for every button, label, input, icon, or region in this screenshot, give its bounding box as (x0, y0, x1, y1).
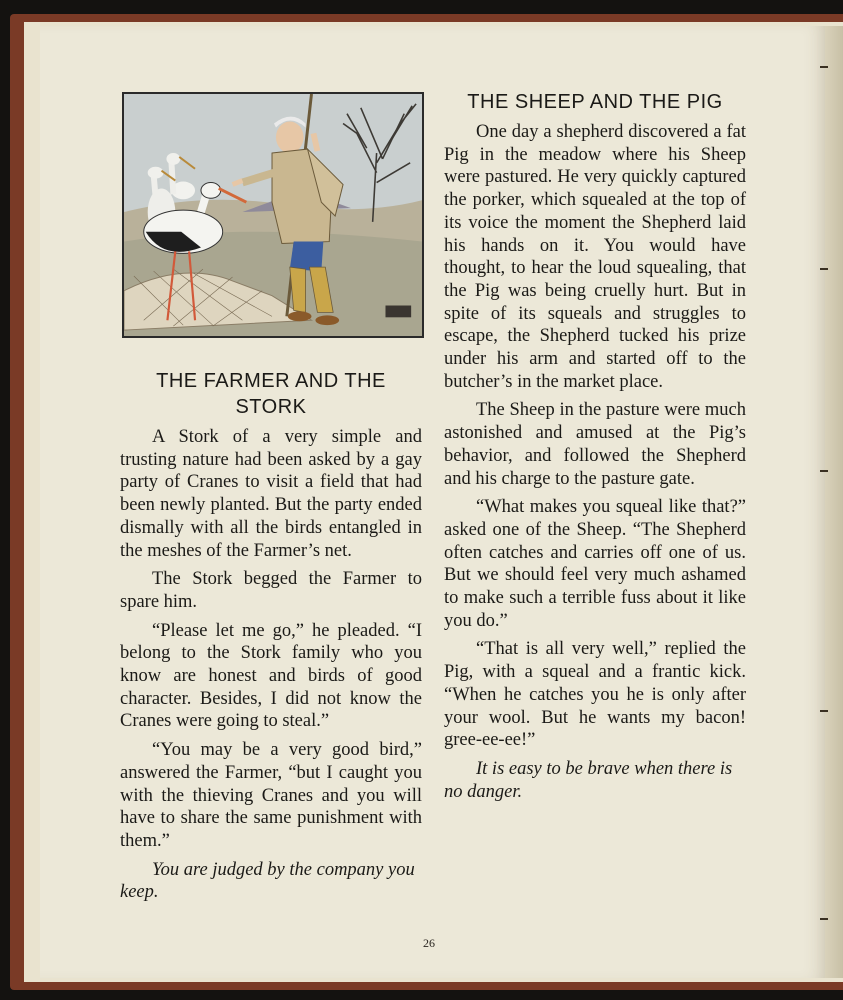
fable-moral: It is easy to be brave when there is no danger. (444, 758, 733, 802)
paragraph: “What makes you squeal like that?” asked one of the Sheep. “The Shepherd often catches and carries off one of us. But we should feel very much ashamed to make such a terrible fuss about it like you do.” (444, 497, 746, 631)
paragraph: “Please let me go,” he pleaded. “I belong to the Stork family who you know are honest and birds of good character. Besides, I did not know the Cranes were going to steal.” (120, 620, 422, 732)
fable-illustration (122, 92, 424, 338)
fable-moral: You are judged by the company you keep. (120, 859, 415, 903)
page-tick (820, 710, 828, 712)
page-number: 26 (423, 936, 435, 950)
page-tick (820, 268, 828, 270)
paragraph: The Stork begged the Farmer to spare him. (120, 569, 422, 612)
page-tick (820, 470, 828, 472)
right-column (444, 89, 746, 803)
page-stack-edge (825, 26, 843, 978)
paragraph: One day a shepherd discovered a fat Pig in the meadow where his Sheep were pastured. He very quickly captured the porker, which squealed at the top of its voice the moment the Shepherd laid his hands on it. You would have thought, to hear the loud squealing, that the Pig was being cruelly hurt. But in spite of its squeals and struggles to escape, the Shepherd tucked his prize under his arm and started off to the butcher’s in the market place. (444, 122, 746, 392)
page-tick (820, 918, 828, 920)
paragraph: “You may be a very good bird,” answered the Farmer, “but I caught you with the thieving Cranes and you will have to share the same punishment with them.” (120, 740, 422, 851)
page-tick (820, 66, 828, 68)
paragraph: The Sheep in the pasture were much astonished and amused at the Pig’s behavior, and followed the Shepherd and his charge to the pasture gate. (444, 400, 746, 489)
fable-title: THE SHEEP AND THE PIG (467, 91, 723, 113)
left-column (120, 368, 422, 904)
farmer-stork-picture (124, 94, 422, 336)
paragraph: “That is all very well,” replied the Pig, with a squeal and a frantic kick. “When he catches you he is only after your wool. But he wants my bacon! gree-ee-ee!” (444, 639, 746, 751)
fable-title: THE FARMER AND THE STORK (156, 370, 386, 418)
paragraph: A Stork of a very simple and trusting nature had been asked by a gay party of Cranes to visit a field that had been newly planted. But the party ended dismally with all the birds entangled in the meshes of the Farmer’s net. (120, 427, 422, 561)
